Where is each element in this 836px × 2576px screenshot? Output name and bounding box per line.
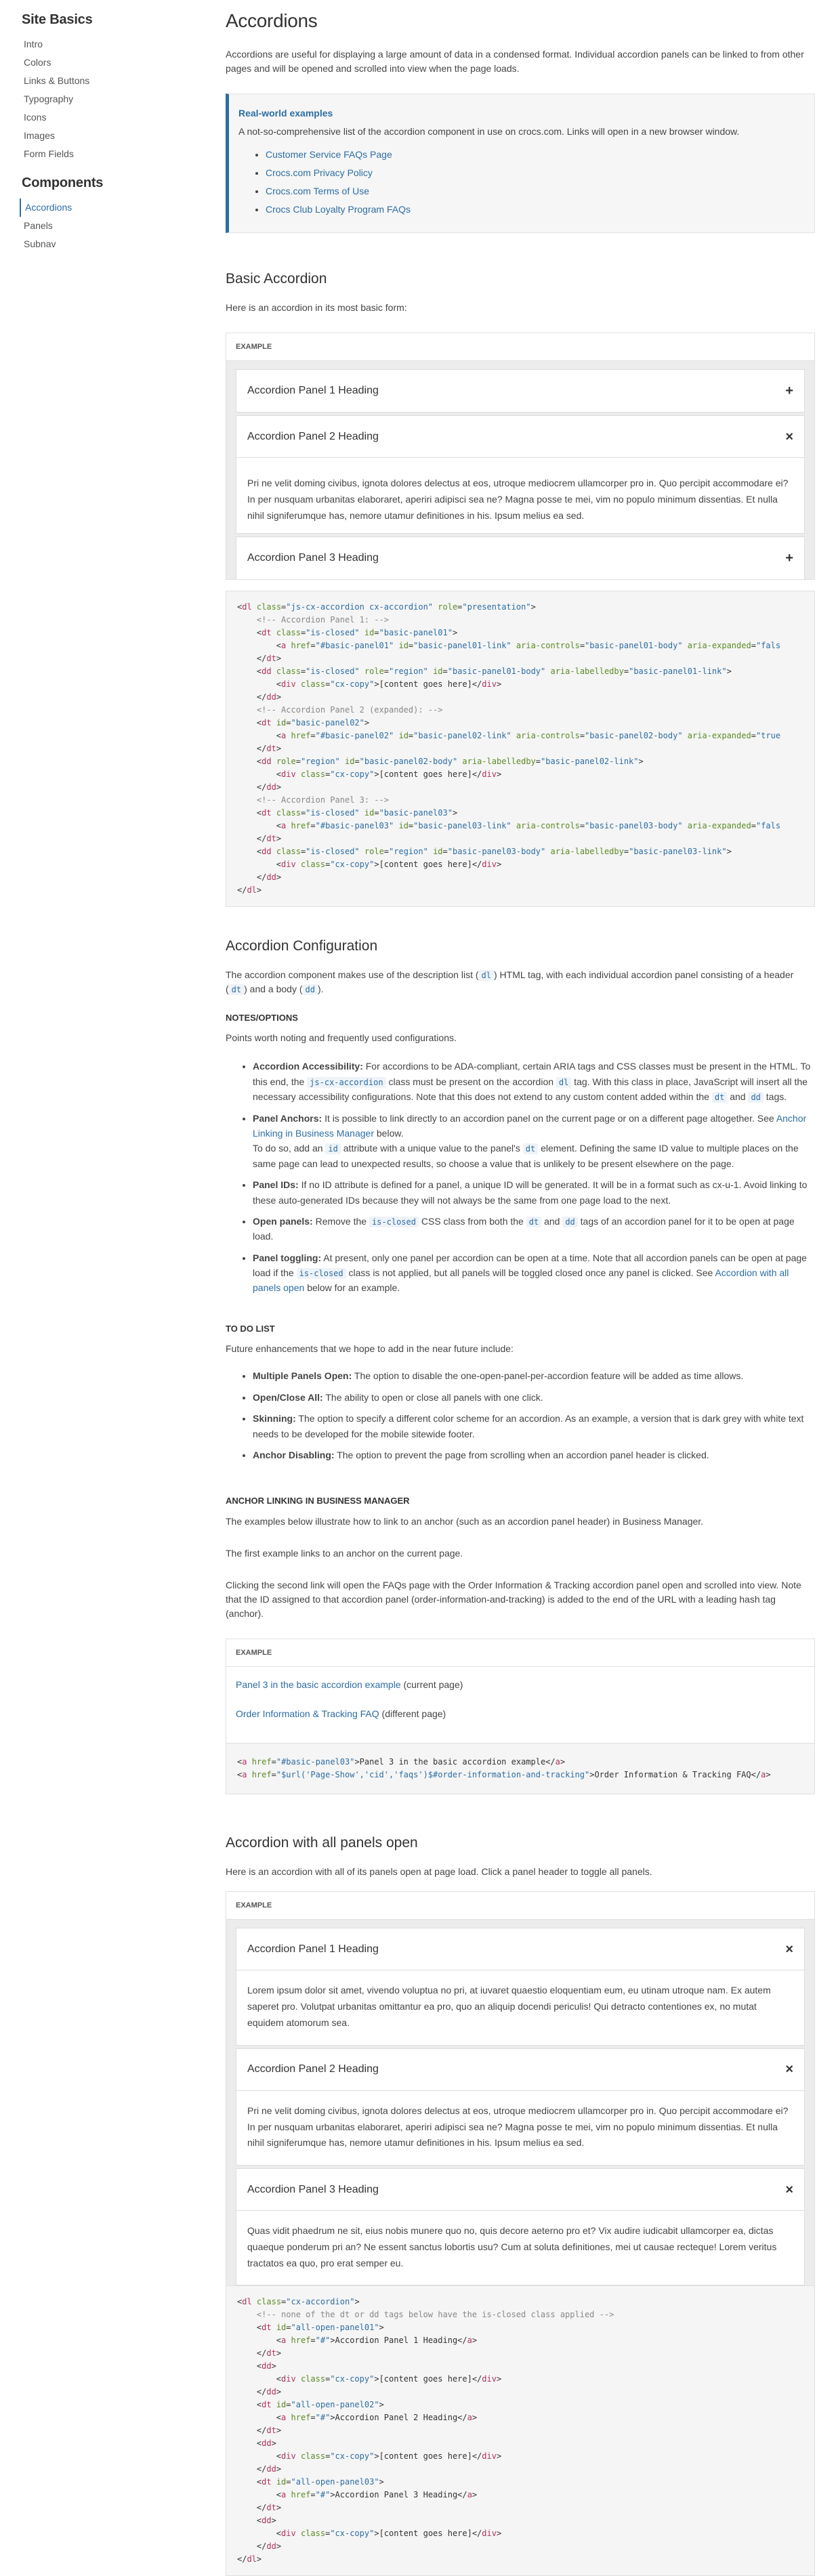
basic-panel-1: [236, 369, 805, 413]
realworld-text: A not-so-comprehensive list of the accordion component in use on crocs.com. Links will open in a new browser window.: [238, 126, 740, 137]
sidebar: [22, 9, 198, 263]
panel-header[interactable]: [236, 537, 804, 579]
realworld-heading: Real-world examples: [238, 108, 333, 119]
todo-item: • Multiple Panels Open: The option to disable the one-open-panel-per-accordion feature will be added as time allows.: [253, 1368, 815, 1383]
sidebar-item-colors[interactable]: Colors: [24, 57, 51, 68]
todo-intro: Future enhancements that we hope to add in the near future include:: [226, 1343, 514, 1355]
link-customer-service-faqs[interactable]: Customer Service FAQs Page: [266, 149, 392, 160]
notes-intro: Points worth noting and frequently used configurations.: [226, 1032, 457, 1044]
main-content: [226, 7, 815, 2576]
page-title: Accordions: [226, 10, 318, 31]
todo-heading: TO DO LIST: [226, 1323, 275, 1334]
allopen-panel-2: [236, 2048, 805, 2166]
sidebar-item-intro[interactable]: Intro: [24, 39, 43, 49]
basic-accordion-text: Here is an accordion in its most basic form:: [226, 301, 407, 313]
anchor-code-sample: <a href="#basic-panel03">Panel 3 in the basic accordion example</a> <a href="$url('Page-Show','cid','faqs')$#order-information-and-tracking">Order Information & Tracking FAQ</a>: [226, 1744, 815, 1794]
panel-body: Lorem ipsum dolor sit amet, vivendo voluptua no pri, at iuvaret quaestio eloquentiam eum, eu utinam utroque nam. Ex autem saperet pro. Volutpat urbanitas omittantur ea pro, quo an aliquip docendi periculis! Qui detracto contentiones ex, no mutat equidem atomorum sea.: [247, 1985, 771, 2028]
sidebar-item-icons[interactable]: Icons: [24, 112, 47, 123]
close-icon: ×: [785, 429, 793, 444]
link-privacy-policy[interactable]: Crocs.com Privacy Policy: [266, 167, 373, 178]
anchor-p2: The first example links to an anchor on the current page.: [226, 1547, 463, 1559]
anchor-link-different-page[interactable]: Order Information & Tracking FAQ: [236, 1708, 379, 1720]
anchor-p3: Clicking the second link will open the FAQs page with the Order Information & Tracking accordion panel open and scrolled into view. Note that the ID assigned to that accordion panel (order-information-and-tracking) is added to the end of the URL with a leading hash tag (anchor).: [226, 1579, 801, 1619]
todo-item: • Skinning: The option to specify a different color scheme for an accordion. As an example, a version that is dark grey with white text needs to be developed for the mobile sitewide footer.: [253, 1411, 815, 1441]
note-open-panels: • Open panels: Remove the is-closed CSS class from both the dt and dd tags of an accordion panel for it to be open at page load.: [253, 1214, 815, 1244]
allopen-code-sample: <dl class="cx-accordion"> <!-- none of the dt or dd tags below have the is-closed class applied --> <dt id="all-open-panel01"> <a href="#">Accordion Panel 1 Heading</a> </dt> <dd> <div class="cx-copy">[content goes here]</div> </dd> <dt id="all-open-panel02"> <a href="#">Accordion Panel 2 Heading</a> </dt> <dd> <div class="cx-copy">[content goes here]</div> </dd> <dt id="all-open-panel03"> <a href="#">Accordion Panel 3 Heading</a> </dt> <dd> <div class="cx-copy">[content goes here]</div> </dd> </dl>: [226, 2286, 815, 2576]
sidebar-item-typography[interactable]: Typography: [24, 93, 74, 104]
anchor-p1: The examples below illustrate how to link to an anchor (such as an accordion panel header) in Business Manager.: [226, 1515, 704, 1527]
plus-icon: +: [785, 551, 793, 566]
sidebar-list-site-basics: [22, 35, 198, 163]
todo-item: • Open/Close All: The ability to open or close all panels with one click.: [253, 1390, 815, 1405]
example-label: EXAMPLE: [226, 1892, 814, 1920]
todo-list: [253, 1368, 815, 1462]
sidebar-item-accordions[interactable]: Accordions: [20, 198, 198, 217]
allopen-panel-1: [236, 1928, 805, 2045]
panel-title: Accordion Panel 1 Heading: [247, 1943, 379, 1955]
panel-title: Accordion Panel 2 Heading: [247, 430, 379, 442]
panel-header[interactable]: [236, 2049, 804, 2091]
allopen-example: [226, 1891, 815, 2287]
panel-header[interactable]: [236, 370, 804, 412]
panel-body: Quas vidit phaedrum ne sit, eius nobis munere quo no, quis decore aeterno pro et? Vix audire iudicabit ullamcorper ea, dictas quaeque ponderum pri an? Ne essent sanctus lobortis usu? Cum at soluta definitiones, mei ut causae recteque! Lorem veritus tractatos ea quo, pro erat semper eu.: [247, 2225, 777, 2268]
allopen-text: Here is an accordion with all of its panels open at page load. Click a panel header to toggle all panels.: [226, 1865, 652, 1877]
anchor-heading: ANCHOR LINKING IN BUSINESS MANAGER: [226, 1496, 410, 1506]
note-panel-ids: • Panel IDs: If no ID attribute is defined for a panel, a unique ID will be generated. It will be in a format such as cx-u-1. Avoid linking to these auto-generated IDs because they will not always be the same from one page load to the next.: [253, 1177, 815, 1208]
panel-body: Pri ne velit doming civibus, ignota dolores delectus at eos, utroque mediocrem ullamcorper pro in. Quo percipit accommodare ei? In per nusquam urbanitas elaboraret, aperiri adipisci sea ne? Magna posse te mei, vim no populo minimum dissentias. Et nulla nihil signiferumque has, nemore utamur definitiones in his. Ipsum melius ea sed.: [247, 2105, 789, 2149]
basic-panel-2: [236, 415, 805, 534]
sidebar-heading-site-basics: Site Basics: [22, 12, 93, 27]
panel-title: Accordion Panel 1 Heading: [247, 385, 379, 396]
close-icon: ×: [785, 1941, 793, 1957]
notes-list: [253, 1059, 815, 1295]
sidebar-item-subnav[interactable]: Subnav: [24, 238, 56, 249]
allopen-panel-3: [236, 2168, 805, 2285]
config-text: The accordion component makes use of the description list ( dl ) HTML tag, with each individual accordion panel consisting of a header ( dt ) and a body ( dd ).: [226, 969, 794, 994]
notes-heading: NOTES/OPTIONS: [226, 1012, 298, 1023]
note-panel-toggling: • Panel toggling: At present, only one panel per accordion can be open at a time. Note that all accordion panels can be open at page load if the is-closed class is not applied, but all panels will be toggled closed once any panel is clicked. See Accordion with all panels open below for an example.: [253, 1250, 815, 1296]
sidebar-heading-components: Components: [22, 175, 104, 190]
note-accessibility: • Accordion Accessibility: For accordions to be ADA-compliant, certain ARIA tags and CSS classes must be present in the HTML. To this end, the js-cx-accordion class must be present on the accordion dl tag. With this class in place, JavaScript will insert all the necessary accessibility configurations. Note that this does not extend to any custom content added within the dt and dd tags.: [253, 1059, 815, 1104]
link-loyalty-faqs[interactable]: Crocs Club Loyalty Program FAQs: [266, 204, 411, 215]
basic-accordion-heading: Basic Accordion: [226, 271, 327, 287]
allopen-heading: Accordion with all panels open: [226, 1835, 418, 1851]
realworld-callout: [226, 93, 815, 233]
basic-example: [226, 333, 815, 580]
anchor-example-body: Panel 3 in the basic accordion example (current page) Order Information & Tracking FAQ (different page): [226, 1667, 814, 1743]
realworld-links: [266, 146, 805, 219]
anchor-example: [226, 1639, 815, 1744]
basic-code-sample: <dl class="js-cx-accordion cx-accordion" role="presentation"> <!-- Accordion Panel 1: --> <dt class="is-closed" id="basic-panel01"> <a href="#basic-panel01" id="basic-panel01-link" aria-controls="basic-panel01-body" aria-expanded="fals </dt> <dd class="is-closed" role="region" id="basic-panel01-body" aria-labelledby="basic-panel01-link"> <div class="cx-copy">[content goes here]</div> </dd> <!-- Accordion Panel 2 (expanded): --> <dt id="basic-panel02"> <a href="#basic-panel02" id="basic-panel02-link" aria-controls="basic-panel02-body" aria-expanded="true </dt> <dd role="region" id="basic-panel02-body" aria-labelledby="basic-panel02-link"> <div class="cx-copy">[content goes here]</div> </dd> <!-- Accordion Panel 3: --> <dt class="is-closed" id="basic-panel03"> <a href="#basic-panel03" id="basic-panel03-link" aria-controls="basic-panel03-body" aria-expanded="fals </dt> <dd class="is-closed" role="region" id="basic-panel03-body" aria-labelledby="basic-panel03-link"> <div class="cx-copy">[content goes here]</div> </dd> </dl>: [226, 591, 815, 907]
link-terms-of-use[interactable]: Crocs.com Terms of Use: [266, 186, 369, 196]
panel-title: Accordion Panel 3 Heading: [247, 2183, 379, 2195]
all-open-link[interactable]: Accordion with all panels open: [253, 1267, 789, 1294]
close-icon: ×: [785, 2182, 793, 2197]
example-label: EXAMPLE: [226, 333, 814, 362]
panel-header[interactable]: [236, 2169, 804, 2211]
sidebar-item-images[interactable]: Images: [24, 130, 55, 141]
allopen-accordion: [226, 1920, 814, 2285]
sidebar-list-components: [22, 198, 198, 253]
config-heading: Accordion Configuration: [226, 938, 378, 954]
page-intro: Accordions are useful for displaying a large amount of data in a condensed format. Individual accordion panels can be linked to from other pages and will be opened and scrolled into view when the page loads.: [226, 49, 804, 74]
panel-body: Pri ne velit doming civibus, ignota dolores delectus at eos, utroque mediocrem ullamcorper pro in. Quo percipit accommodare ei? In per nusquam urbanitas elaboraret, aperiri adipisci sea ne? Magna posse te mei, vim no populo minimum dissentias. Et nulla nihil signiferumque has, nemore utamur definitiones in his. Ipsum melius ea sed.: [247, 478, 789, 521]
panel-header[interactable]: [236, 416, 804, 458]
panel-header[interactable]: [236, 1928, 804, 1970]
anchor-link-current-page[interactable]: Panel 3 in the basic accordion example: [236, 1679, 401, 1691]
panel-title: Accordion Panel 3 Heading: [247, 552, 379, 564]
anchor-linking-link[interactable]: Anchor Linking in Business Manager: [253, 1112, 807, 1139]
close-icon: ×: [785, 2062, 793, 2077]
note-panel-anchors: • Panel Anchors: It is possible to link directly to an accordion panel on the current page or on a different page altogether. See Anchor Linking in Business Manager below. To do so, add an id attribute with a unique value to the panel's dt element. Defining the same ID value to multiple places on the same page can lead to unexpected results, so choose a value that is unlikely to be present elsewhere on the page.: [253, 1111, 815, 1172]
example-label: EXAMPLE: [226, 1639, 814, 1668]
sidebar-item-panels[interactable]: Panels: [24, 220, 53, 231]
panel-title: Accordion Panel 2 Heading: [247, 2063, 379, 2075]
plus-icon: +: [785, 383, 793, 398]
todo-item: • Anchor Disabling: The option to prevent the page from scrolling when an accordion panel header is clicked.: [253, 1448, 815, 1462]
basic-accordion: [226, 361, 814, 579]
sidebar-item-links-buttons[interactable]: Links & Buttons: [24, 75, 90, 86]
sidebar-item-form-fields[interactable]: Form Fields: [24, 148, 74, 159]
basic-panel-3: [236, 536, 805, 579]
